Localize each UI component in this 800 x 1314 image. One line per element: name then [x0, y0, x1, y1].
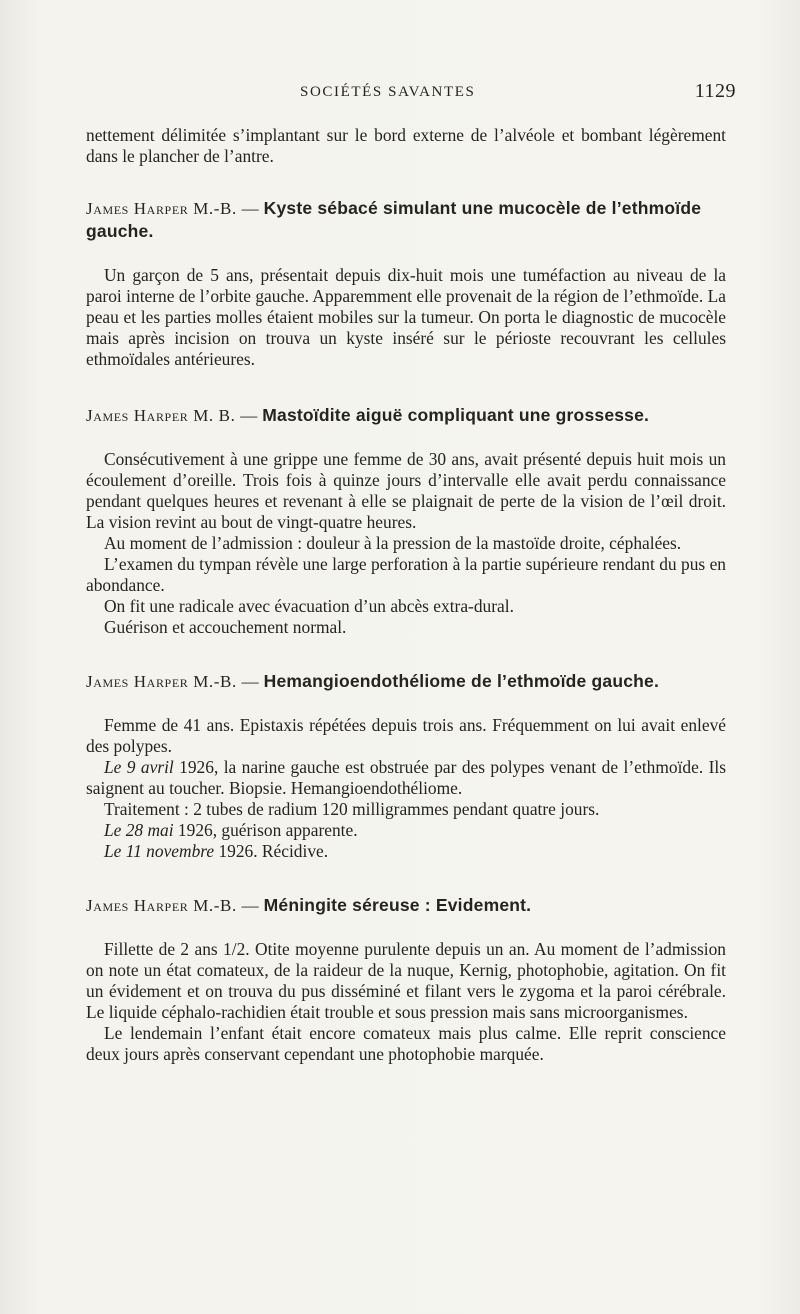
- article-title: Hemangioendothéliome de l’ethmoïde gauche.: [263, 671, 660, 691]
- article-paragraph: On fit une radicale avec évacuation d’un abcès extra-dural.: [104, 596, 514, 616]
- dated-paragraph: [86, 841, 726, 862]
- article-paragraph: Un garçon de 5 ans, présentait depuis dix-huit mois une tuméfaction au niveau de la paroi interne de l’orbite gauche. Apparemment elle provenait de la région de l’ethmoïde. La peau et les parties molles étaient mobiles sur la tumeur. On porta le diagnostic de mucocèle mais après incision on trouva un kyste inséré sur le périoste recouvrant les cellules ethmoïdales antérieures.: [86, 265, 726, 369]
- article-paragraph: Consécutivement à une grippe une femme de 30 ans, avait présenté depuis huit mois un écoulement d’oreille. Trois fois à quinze jours d’intervalle elle avait perdu connaissance pendant quelques heures et revenant à elle se plaignait de perte de la vision de l’œil droit. La vision revint au bout de vingt-quatre heures.: [86, 449, 726, 532]
- page-number: 1129: [694, 80, 736, 102]
- article-author: James Harper M.-B. —: [86, 199, 260, 218]
- article-paragraph: L’examen du tympan révèle une large perforation à la partie supérieure rendant du pus en abondance.: [86, 554, 726, 595]
- page-body: [86, 125, 726, 1065]
- article-paragraph: Le lendemain l’enfant était encore comateux mais plus calme. Elle reprit conscience deux jours après conservant cependant une photophobie marquée.: [86, 1023, 726, 1064]
- dated-paragraph-text: 1926, guérison apparente.: [173, 820, 358, 840]
- article-mastoidite: [86, 404, 726, 638]
- dated-paragraph-date: Le 11 novembre: [104, 841, 215, 861]
- article-heading: [86, 670, 726, 693]
- article-paragraph: Au moment de l’admission : douleur à la pression de la mastoïde droite, céphalées.: [104, 533, 682, 553]
- article-paragraph: Femme de 41 ans. Epistaxis répétées depuis trois ans. Fréquemment on lui avait enlevé des polypes.: [86, 715, 726, 756]
- dated-paragraph: [86, 820, 726, 841]
- article-kyste-sebace: [86, 197, 726, 370]
- continuation-paragraph: nettement délimitée s’implantant sur le bord externe de l’alvéole et bombant légèrement dans le plancher de l’antre.: [86, 125, 726, 166]
- article-heading: [86, 197, 726, 243]
- article-author: James Harper M.-B. —: [86, 896, 260, 915]
- article-title: Mastoïdite aiguë compliquant une grossesse.: [262, 405, 650, 425]
- running-head: SOCIÉTÉS SAVANTES: [300, 84, 476, 100]
- dated-paragraph: [86, 757, 726, 799]
- article-author: James Harper M.-B. —: [86, 672, 260, 691]
- article-heading: [86, 404, 726, 427]
- dated-paragraph-date: Le 9 avril: [104, 757, 174, 777]
- article-paragraph: Traitement : 2 tubes de radium 120 milligrammes pendant quatre jours.: [104, 799, 600, 819]
- article-meningite-sereuse: [86, 894, 726, 1065]
- article-title: Kyste sébacé simulant une mucocèle de l’ethmoïde gauche.: [86, 198, 702, 241]
- article-title: Méningite séreuse : Evidement.: [263, 895, 532, 915]
- page-header: [300, 80, 740, 110]
- article-hemangioendotheliome: [86, 670, 726, 862]
- article-paragraph: Guérison et accouchement normal.: [104, 617, 347, 637]
- dated-paragraph-text: 1926, la narine gauche est obstruée par des polypes venant de l’ethmoïde. Ils saignent au toucher. Biopsie. Hemangioendothéliome.: [86, 757, 726, 798]
- dated-paragraph-text: 1926. Récidive.: [214, 841, 329, 861]
- article-heading: [86, 894, 726, 917]
- dated-paragraph-date: Le 28 mai: [104, 820, 174, 840]
- article-paragraph: Fillette de 2 ans 1/2. Otite moyenne purulente depuis un an. Au moment de l’admission on note un état comateux, de la raideur de la nuque, Kernig, photophobie, agitation. On fit un évidement et on trouva du pus disséminé et filant vers le zygoma et la paroi cérébrale. Le liquide céphalo-rachidien était trouble et sous pression mais sans microorganismes.: [86, 939, 726, 1022]
- article-author: James Harper M. B. —: [86, 406, 258, 425]
